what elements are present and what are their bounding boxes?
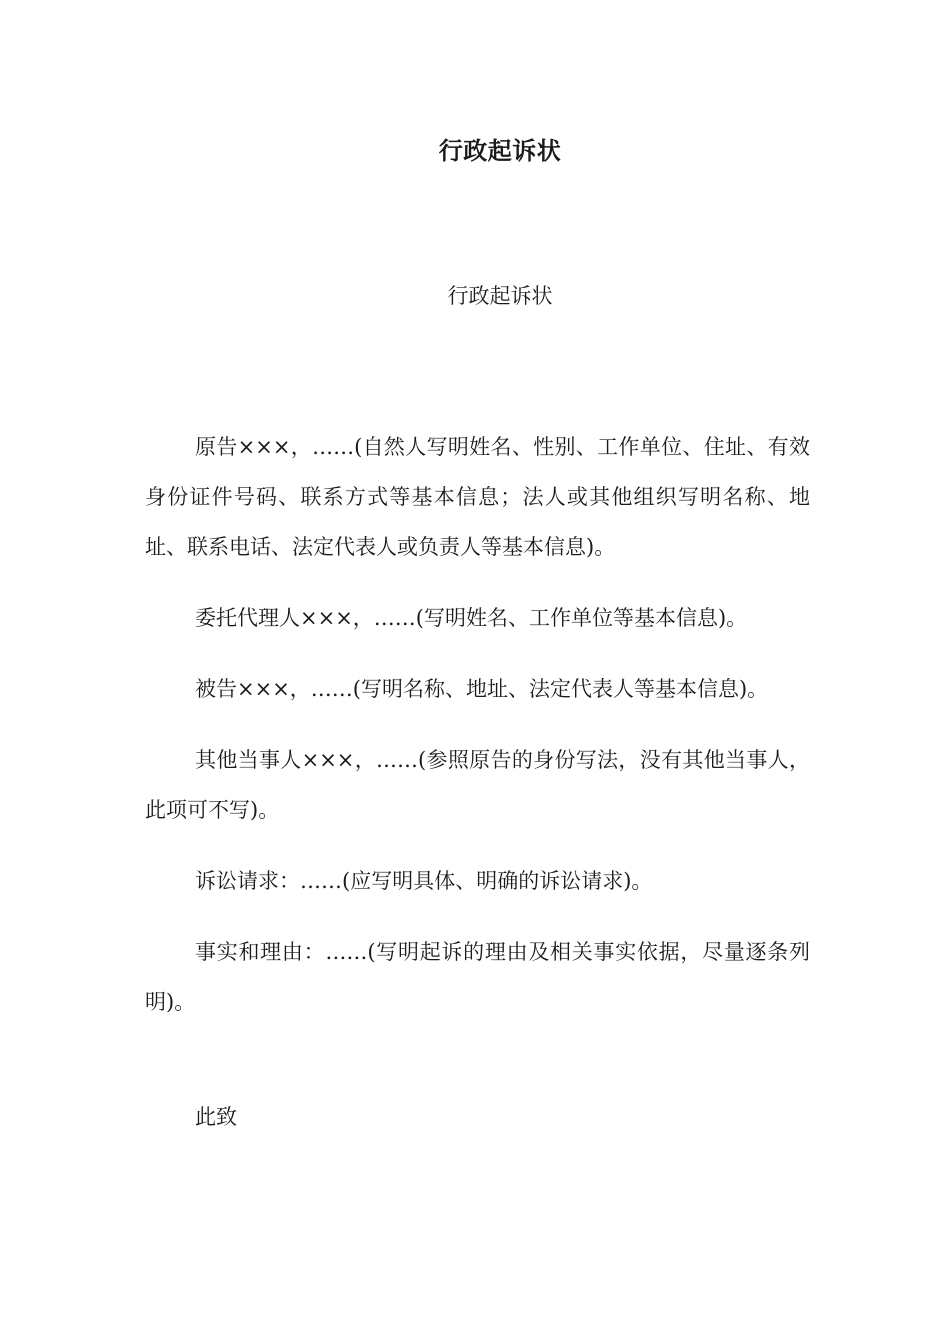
paragraph-plaintiff: 原告×××，……(自然人写明姓名、性别、工作单位、住址、有效身份证件号码、联系方式等基本信息；法人或其他组织写明名称、地址、联系电话、法定代表人或负责人等基本信息)。 bbox=[145, 435, 810, 559]
document-subtitle: 行政起诉状 bbox=[447, 284, 553, 308]
paragraph-agent: 委托代理人×××，……(写明姓名、工作单位等基本信息)。 bbox=[195, 606, 748, 630]
paragraph-defendant: 被告×××，……(写明名称、地址、法定代表人等基本信息)。 bbox=[195, 677, 769, 701]
paragraph-claims: 诉讼请求：……(应写明具体、明确的诉讼请求)。 bbox=[195, 869, 653, 893]
paragraph-facts-reasons: 事实和理由：……(写明起诉的理由及相关事实依据，尽量逐条列明)。 bbox=[145, 940, 810, 1014]
document-title: 行政起诉状 bbox=[438, 137, 562, 165]
document-body bbox=[145, 422, 810, 1048]
closing-salutation: 此致 bbox=[195, 1105, 237, 1129]
paragraph-other-parties: 其他当事人×××，……(参照原告的身份写法，没有其他当事人，此项可不写)。 bbox=[145, 748, 810, 822]
